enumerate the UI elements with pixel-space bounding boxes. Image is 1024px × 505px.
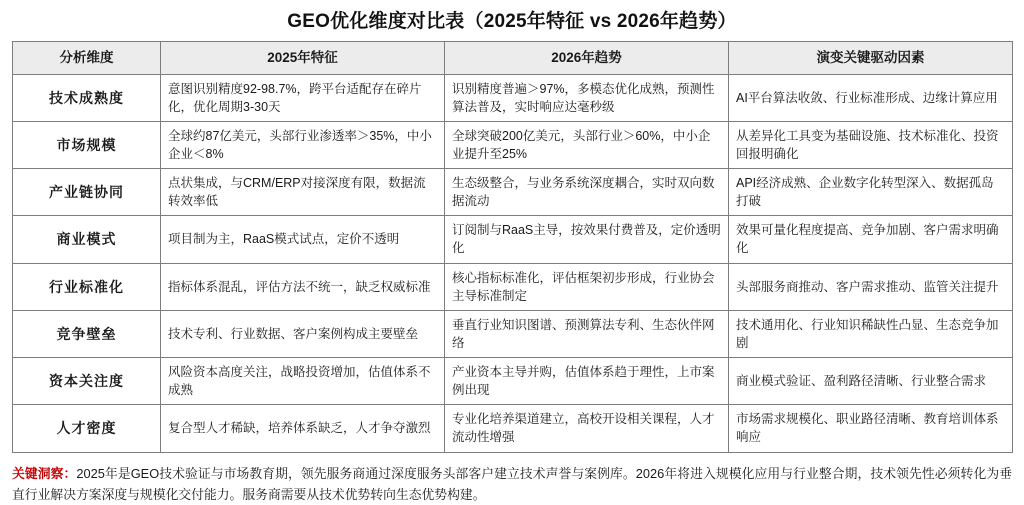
table-header-row [13, 42, 1013, 75]
row-driver: 市场需求规模化、职业路径清晰、教育培训体系响应 [729, 405, 1013, 452]
row-2026: 订阅制与RaaS主导，按效果付费普及，定价透明化 [445, 216, 729, 263]
column-header-2026: 2026年趋势 [445, 42, 729, 75]
row-2025: 技术专利、行业数据、客户案例构成主要壁垒 [161, 310, 445, 357]
key-insight-label: 关键洞察： [12, 465, 77, 481]
row-driver: 从差异化工具变为基础设施、技术标准化、投资回报明确化 [729, 121, 1013, 168]
row-dimension: 人才密度 [13, 405, 161, 452]
row-2025: 项目制为主，RaaS模式试点，定价不透明 [161, 216, 445, 263]
comparison-table [12, 41, 1013, 453]
row-2025: 复合型人才稀缺，培养体系缺乏，人才争夺激烈 [161, 405, 445, 452]
row-2025: 点状集成，与CRM/ERP对接深度有限，数据流转效率低 [161, 169, 445, 216]
row-dimension: 市场规模 [13, 121, 161, 168]
table-row [13, 121, 1013, 168]
row-2025: 风险资本高度关注，战略投资增加，估值体系不成熟 [161, 358, 445, 405]
key-insight-text: 2025年是GEO技术验证与市场教育期，领先服务商通过深度服务头部客户建立技术声誉与案例库。2026年将进入规模化应用与行业整合期，技术领先性必须转化为垂直行业解决方案深度与规模化交付能力。服务商需要从技术优势转向生态优势构建。 [12, 465, 1012, 502]
column-header-2025: 2025年特征 [161, 42, 445, 75]
column-header-dimension: 分析维度 [13, 42, 161, 75]
table-row [13, 216, 1013, 263]
row-driver: 商业模式验证、盈利路径清晰、行业整合需求 [729, 358, 1013, 405]
table-row [13, 405, 1013, 452]
row-2026: 专业化培养渠道建立，高校开设相关课程，人才流动性增强 [445, 405, 729, 452]
row-dimension: 商业模式 [13, 216, 161, 263]
row-driver: 技术通用化、行业知识稀缺性凸显、生态竞争加剧 [729, 310, 1013, 357]
row-dimension: 产业链协同 [13, 169, 161, 216]
row-2025: 全球约87亿美元，头部行业渗透率＞35%，中小企业＜8% [161, 121, 445, 168]
column-header-driver: 演变关键驱动因素 [729, 42, 1013, 75]
row-2026: 核心指标标准化，评估框架初步形成，行业协会主导标准制定 [445, 263, 729, 310]
table-row [13, 358, 1013, 405]
row-dimension: 行业标准化 [13, 263, 161, 310]
table-row [13, 310, 1013, 357]
row-2026: 垂直行业知识图谱、预测算法专利、生态伙伴网络 [445, 310, 729, 357]
row-dimension: 资本关注度 [13, 358, 161, 405]
row-2025: 意图识别精度92-98.7%，跨平台适配存在碎片化，优化周期3-30天 [161, 74, 445, 121]
table-row [13, 74, 1013, 121]
key-insight [12, 463, 1012, 505]
row-driver: 效果可量化程度提高、竞争加剧、客户需求明确化 [729, 216, 1013, 263]
row-driver: AI平台算法收敛、行业标准形成、边缘计算应用 [729, 74, 1013, 121]
row-dimension: 竞争壁垒 [13, 310, 161, 357]
row-2025: 指标体系混乱，评估方法不统一，缺乏权威标准 [161, 263, 445, 310]
table-row [13, 263, 1013, 310]
table-row [13, 169, 1013, 216]
row-dimension: 技术成熟度 [13, 74, 161, 121]
row-driver: 头部服务商推动、客户需求推动、监管关注提升 [729, 263, 1013, 310]
row-2026: 识别精度普遍＞97%，多模态优化成熟，预测性算法普及，实时响应达毫秒级 [445, 74, 729, 121]
page-title: GEO优化维度对比表（2025年特征 vs 2026年趋势） [287, 11, 737, 32]
row-2026: 生态级整合，与业务系统深度耦合，实时双向数据流动 [445, 169, 729, 216]
row-driver: API经济成熟、企业数字化转型深入、数据孤岛打破 [729, 169, 1013, 216]
row-2026: 全球突破200亿美元，头部行业＞60%，中小企业提升至25% [445, 121, 729, 168]
row-2026: 产业资本主导并购，估值体系趋于理性，上市案例出现 [445, 358, 729, 405]
